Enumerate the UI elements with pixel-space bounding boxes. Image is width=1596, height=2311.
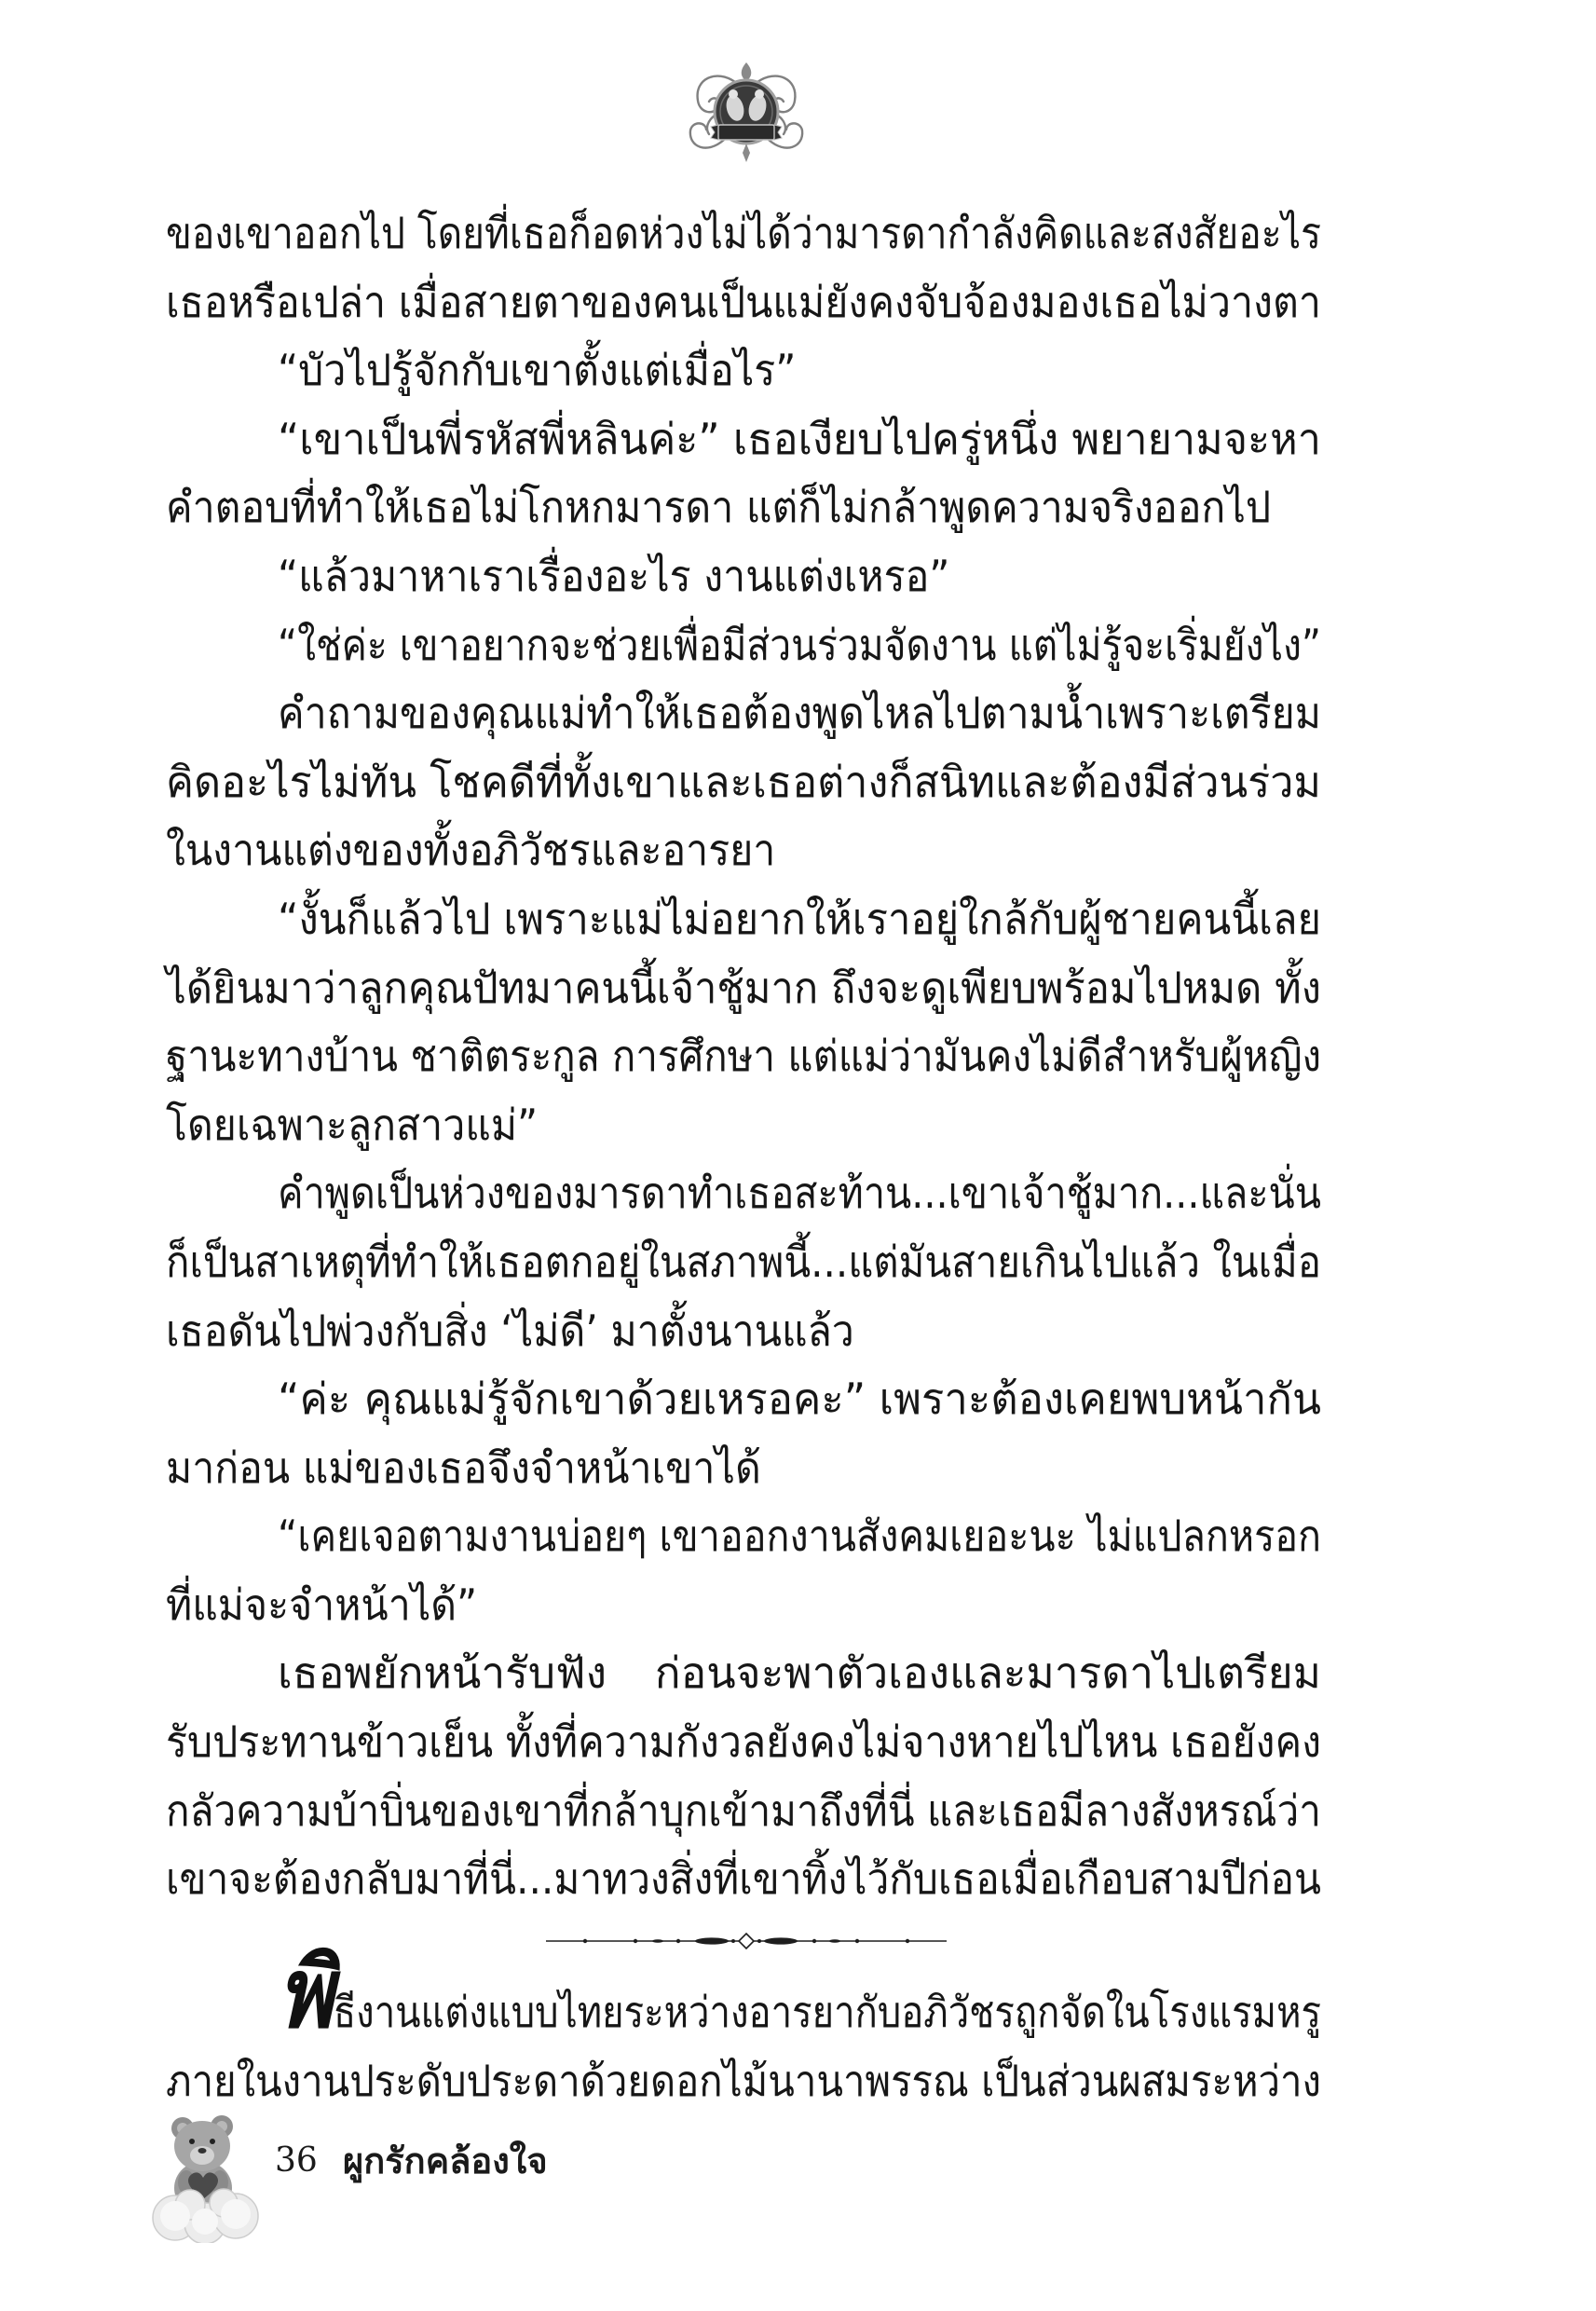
text-line [166,611,1321,680]
line-text: ก็เป็นสาเหตุที่ทำให้เธอตกอยู่ในสภาพนี้...แต่มันสายเกินไปแล้ว ในเมื่อ [166,1236,1321,1287]
text-line [166,405,1321,474]
text-line [166,2047,1321,2116]
text-line [166,679,1321,748]
line-text: “เคยเจอตามงานบ่อยๆ เขาออกงานสังคมเยอะนะ ไม่แปลกหรอก [278,1511,1321,1562]
text-line [166,542,1321,611]
line-text: รับประทานข้าวเย็น ทั้งที่ความกังวลยังคงไม่จางหายไปไหน เธอยังคง [166,1716,1321,1768]
paragraph [166,1159,1321,1365]
text-line [166,1845,1321,1914]
paragraph [166,611,1321,680]
text-line [166,199,1321,268]
line-text-after-drop-cap: ธีงานแต่งแบบไทยระหว่างอารยากับอภิวัชรถูกจัดในโรงแรมหรู [333,1987,1322,2038]
line-text: คิดอะไรไม่ทัน โชคดีที่ทั้งเขาและเธอต่างก็สนิทและต้องมีส่วนร่วม [166,756,1321,807]
line-text: ภายในงานประดับประดาด้วยดอกไม้นานาพรรณ เป็นส่วนผสมระหว่าง [166,2055,1321,2106]
line-text: “ใช่ค่ะ เขาอยากจะช่วยเพื่อมีส่วนร่วมจัดงาน แต่ไม่รู้จะเริ่มยังไง” [278,619,1321,670]
line-text: คำพูดเป็นห่วงของมารดาทำเธอสะท้าน...เขาเจ้าชู้มาก...และนั่น [278,1168,1321,1219]
paragraph [166,199,1321,336]
paragraph [166,1502,1321,1639]
line-text: กลัวความบ้าบิ่นของเขาที่กล้าบุกเข้ามาถึงที่นี่ และเธอมีลางสังหรณ์ว่า [166,1785,1321,1836]
teddy-bear-illustration-icon [147,2108,264,2243]
book-title-footer: ผูกรักคล้องใจ [343,2140,548,2181]
line-text: “บัวไปรู้จักกับเขาตั้งแต่เมื่อไร” [278,345,797,396]
paragraph [166,679,1321,885]
line-text: เธอพยักหน้ารับฟัง ก่อนจะพาตัวเองและมารดาไปเตรียม [278,1648,1321,1699]
line-text: ฐานะทางบ้าน ชาติตระกูล การศึกษา แต่แม่ว่ามันคงไม่ดีสำหรับผู้หญิง [166,1031,1321,1082]
paragraph [166,885,1321,1159]
line-text: “งั้นก็แล้วไป เพราะแม่ไม่อยากให้เราอยู่ใกล้กับผู้ชายคนนี้เลย [278,893,1321,944]
text-line [166,1022,1321,1091]
text-line [166,1777,1321,1846]
text-line [166,748,1321,817]
line-text: เธอหรือเปล่า เมื่อสายตาของคนเป็นแม่ยังคงจับจ้องมองเธอไม่วางตา [166,276,1321,327]
line-text: คำถามของคุณแม่ทำให้เธอต้องพูดไหลไปตามน้ำเพราะเตรียม [278,688,1321,739]
text-line [166,1502,1321,1571]
line-text: “เขาเป็นพี่รหัสพี่หลินค่ะ” เธอเงียบไปครู่หนึ่ง พยายามจะหา [278,413,1321,464]
drop-cap: พิ [278,1936,334,2051]
paragraph [166,542,1321,611]
text-line [166,268,1321,337]
line-text: “ค่ะ คุณแม่รู้จักเขาด้วยเหรอคะ” เพราะต้องเคยพบหน้ากัน [278,1374,1321,1425]
text-line [166,473,1321,542]
ornamental-divider-icon [546,1930,947,1952]
line-text: เธอดันไปพ่วงกับสิ่ง ‘ไม่ดี’ มาตั้งนานแล้ว [166,1305,854,1356]
text-line [166,1571,1321,1640]
text-line [166,954,1321,1023]
text-line [166,1091,1321,1160]
text-line [166,1228,1321,1297]
line-text [278,1936,1322,2051]
paragraph [166,405,1321,542]
ornamental-emblem-icon [681,60,812,170]
text-line [166,1708,1321,1777]
line-text: ของเขาออกไป โดยที่เธอก็อดห่วงไม่ได้ว่ามารดากำลังคิดและสงสัยอะไร [166,208,1321,258]
text-line [166,1365,1321,1434]
line-text: ในงานแต่งของทั้งอภิวัชรและอารยา [166,825,776,876]
line-text: โดยเฉพาะลูกสาวแม่” [166,1099,539,1150]
paragraph [166,1936,1322,2115]
body-text [166,199,1321,2115]
text-line [166,1434,1321,1503]
line-text: ได้ยินมาว่าลูกคุณปัทมาคนนี้เจ้าชู้มาก ถึงจะดูเพียบพร้อมไปหมด ทั้ง [166,962,1321,1013]
line-text: มาก่อน แม่ของเธอจึงจำหน้าเขาได้ [166,1442,761,1493]
page-number: 36 [275,2141,318,2180]
paragraph [166,336,1321,405]
paragraph [166,1365,1321,1502]
line-text: คำตอบที่ทำให้เธอไม่โกหกมารดา แต่ก็ไม่กล้าพูดความจริงออกไป [166,482,1272,533]
line-text: ที่แม่จะจำหน้าได้” [166,1579,478,1630]
text-line [166,1159,1321,1228]
text-line [166,885,1321,954]
text-line [166,1639,1321,1708]
section-break [166,1914,1321,1978]
text-line [166,336,1321,405]
text-line [166,816,1321,885]
line-text: “แล้วมาหาเราเรื่องอะไร งานแต่งเหรอ” [278,550,950,601]
text-line [166,1936,1322,2051]
text-line [166,1297,1321,1366]
paragraph [166,1639,1321,1913]
line-text: เขาจะต้องกลับมาที่นี่...มาทวงสิ่งที่เขาทิ้งไว้กับเธอเมื่อเกือบสามปีก่อน [166,1853,1321,1905]
